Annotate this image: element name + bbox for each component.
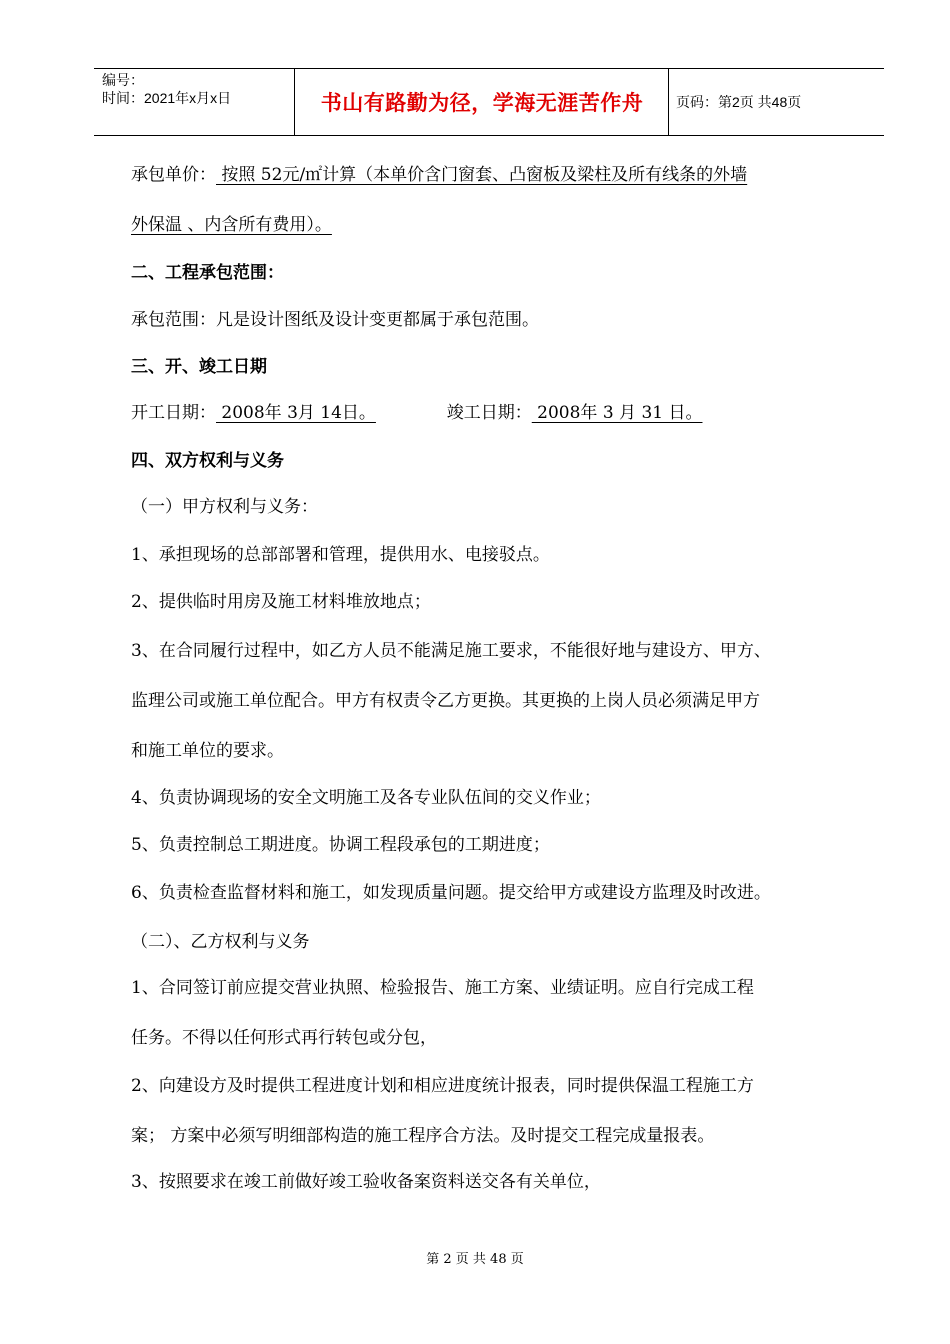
start-date-value: 2008年 3月 14日。 [216, 403, 376, 423]
end-date-value: 2008年 3 月 31 日。 [531, 403, 703, 423]
party-a-item-5: 5、负责控制总工期进度。协调工程段承包的工期进度； [131, 835, 550, 855]
header-page-number: 页码：第2页 共48页 [676, 94, 802, 110]
page-header [94, 68, 884, 136]
party-a-item-2: 2、提供临时用房及施工材料堆放地点； [131, 592, 431, 612]
section-3-title: 三、开、竣工日期 [131, 357, 267, 377]
page-footer: 第 2 页 共 48 页 [426, 1252, 524, 1267]
unit-price-line-2: 外保温 、内含所有费用）。 [131, 215, 332, 235]
party-b-item-2: 2、向建设方及时提供工程进度计划和相应进度统计报表，同时提供保温工程施工方 [131, 1076, 754, 1096]
document-time: 时间：2021年x月x日 [102, 90, 232, 106]
dates-line [131, 398, 702, 423]
document-number-label: 编号： [102, 72, 144, 88]
unit-price-label: 承包单价： [131, 165, 216, 185]
header-motto: 书山有路勤为径，学海无涯苦作舟 [320, 91, 644, 115]
section-2-title: 二、工程承包范围： [131, 263, 284, 283]
party-b-item-1-cont: 任务。不得以任何形式再行转包或分包， [131, 1028, 437, 1048]
unit-price-value: 按照 52元/㎡计算（本单价含门窗套、凸窗板及梁柱及所有线条的外墙 [216, 165, 748, 185]
party-b-title: （二）、乙方权利与义务 [131, 932, 310, 952]
party-a-item-4: 4、负责协调现场的安全文明施工及各专业队伍间的交义作业； [131, 788, 601, 808]
start-date-label: 开工日期： [131, 403, 216, 423]
unit-price-line [131, 160, 747, 185]
party-b-item-2-cont: 案； 方案中必须写明细部构造的施工程序合方法。及时提交工程完成量报表。 [131, 1126, 715, 1146]
party-a-title: （一）甲方权利与义务： [131, 497, 318, 517]
end-date-label: 竣工日期： [446, 403, 532, 423]
party-a-item-3-cont: 和施工单位的要求。 [131, 741, 284, 761]
party-a-item-3: 3、在合同履行过程中，如乙方人员不能满足施工要求，不能很好地与建设方、甲方、 [131, 641, 771, 661]
header-divider [668, 69, 669, 135]
header-meta [102, 71, 231, 107]
section-4-title: 四、双方权利与义务 [131, 451, 284, 471]
party-a-item-1: 1、承担现场的总部部署和管理，提供用水、电接驳点。 [131, 545, 550, 565]
header-divider [294, 69, 295, 135]
scope-text: 承包范围：凡是设计图纸及设计变更都属于承包范围。 [131, 310, 539, 330]
party-b-item-3: 3、按照要求在竣工前做好竣工验收备案资料送交各有关单位， [131, 1172, 601, 1192]
party-b-item-1: 1、合同签订前应提交营业执照、检验报告、施工方案、业绩证明。应自行完成工程 [131, 978, 754, 998]
party-a-item-6: 6、负责检查监督材料和施工，如发现质量问题。提交给甲方或建设方监理及时改进。 [131, 883, 771, 903]
party-a-item-3-cont: 监理公司或施工单位配合。甲方有权责令乙方更换。其更换的上岗人员必须满足甲方 [131, 691, 760, 711]
